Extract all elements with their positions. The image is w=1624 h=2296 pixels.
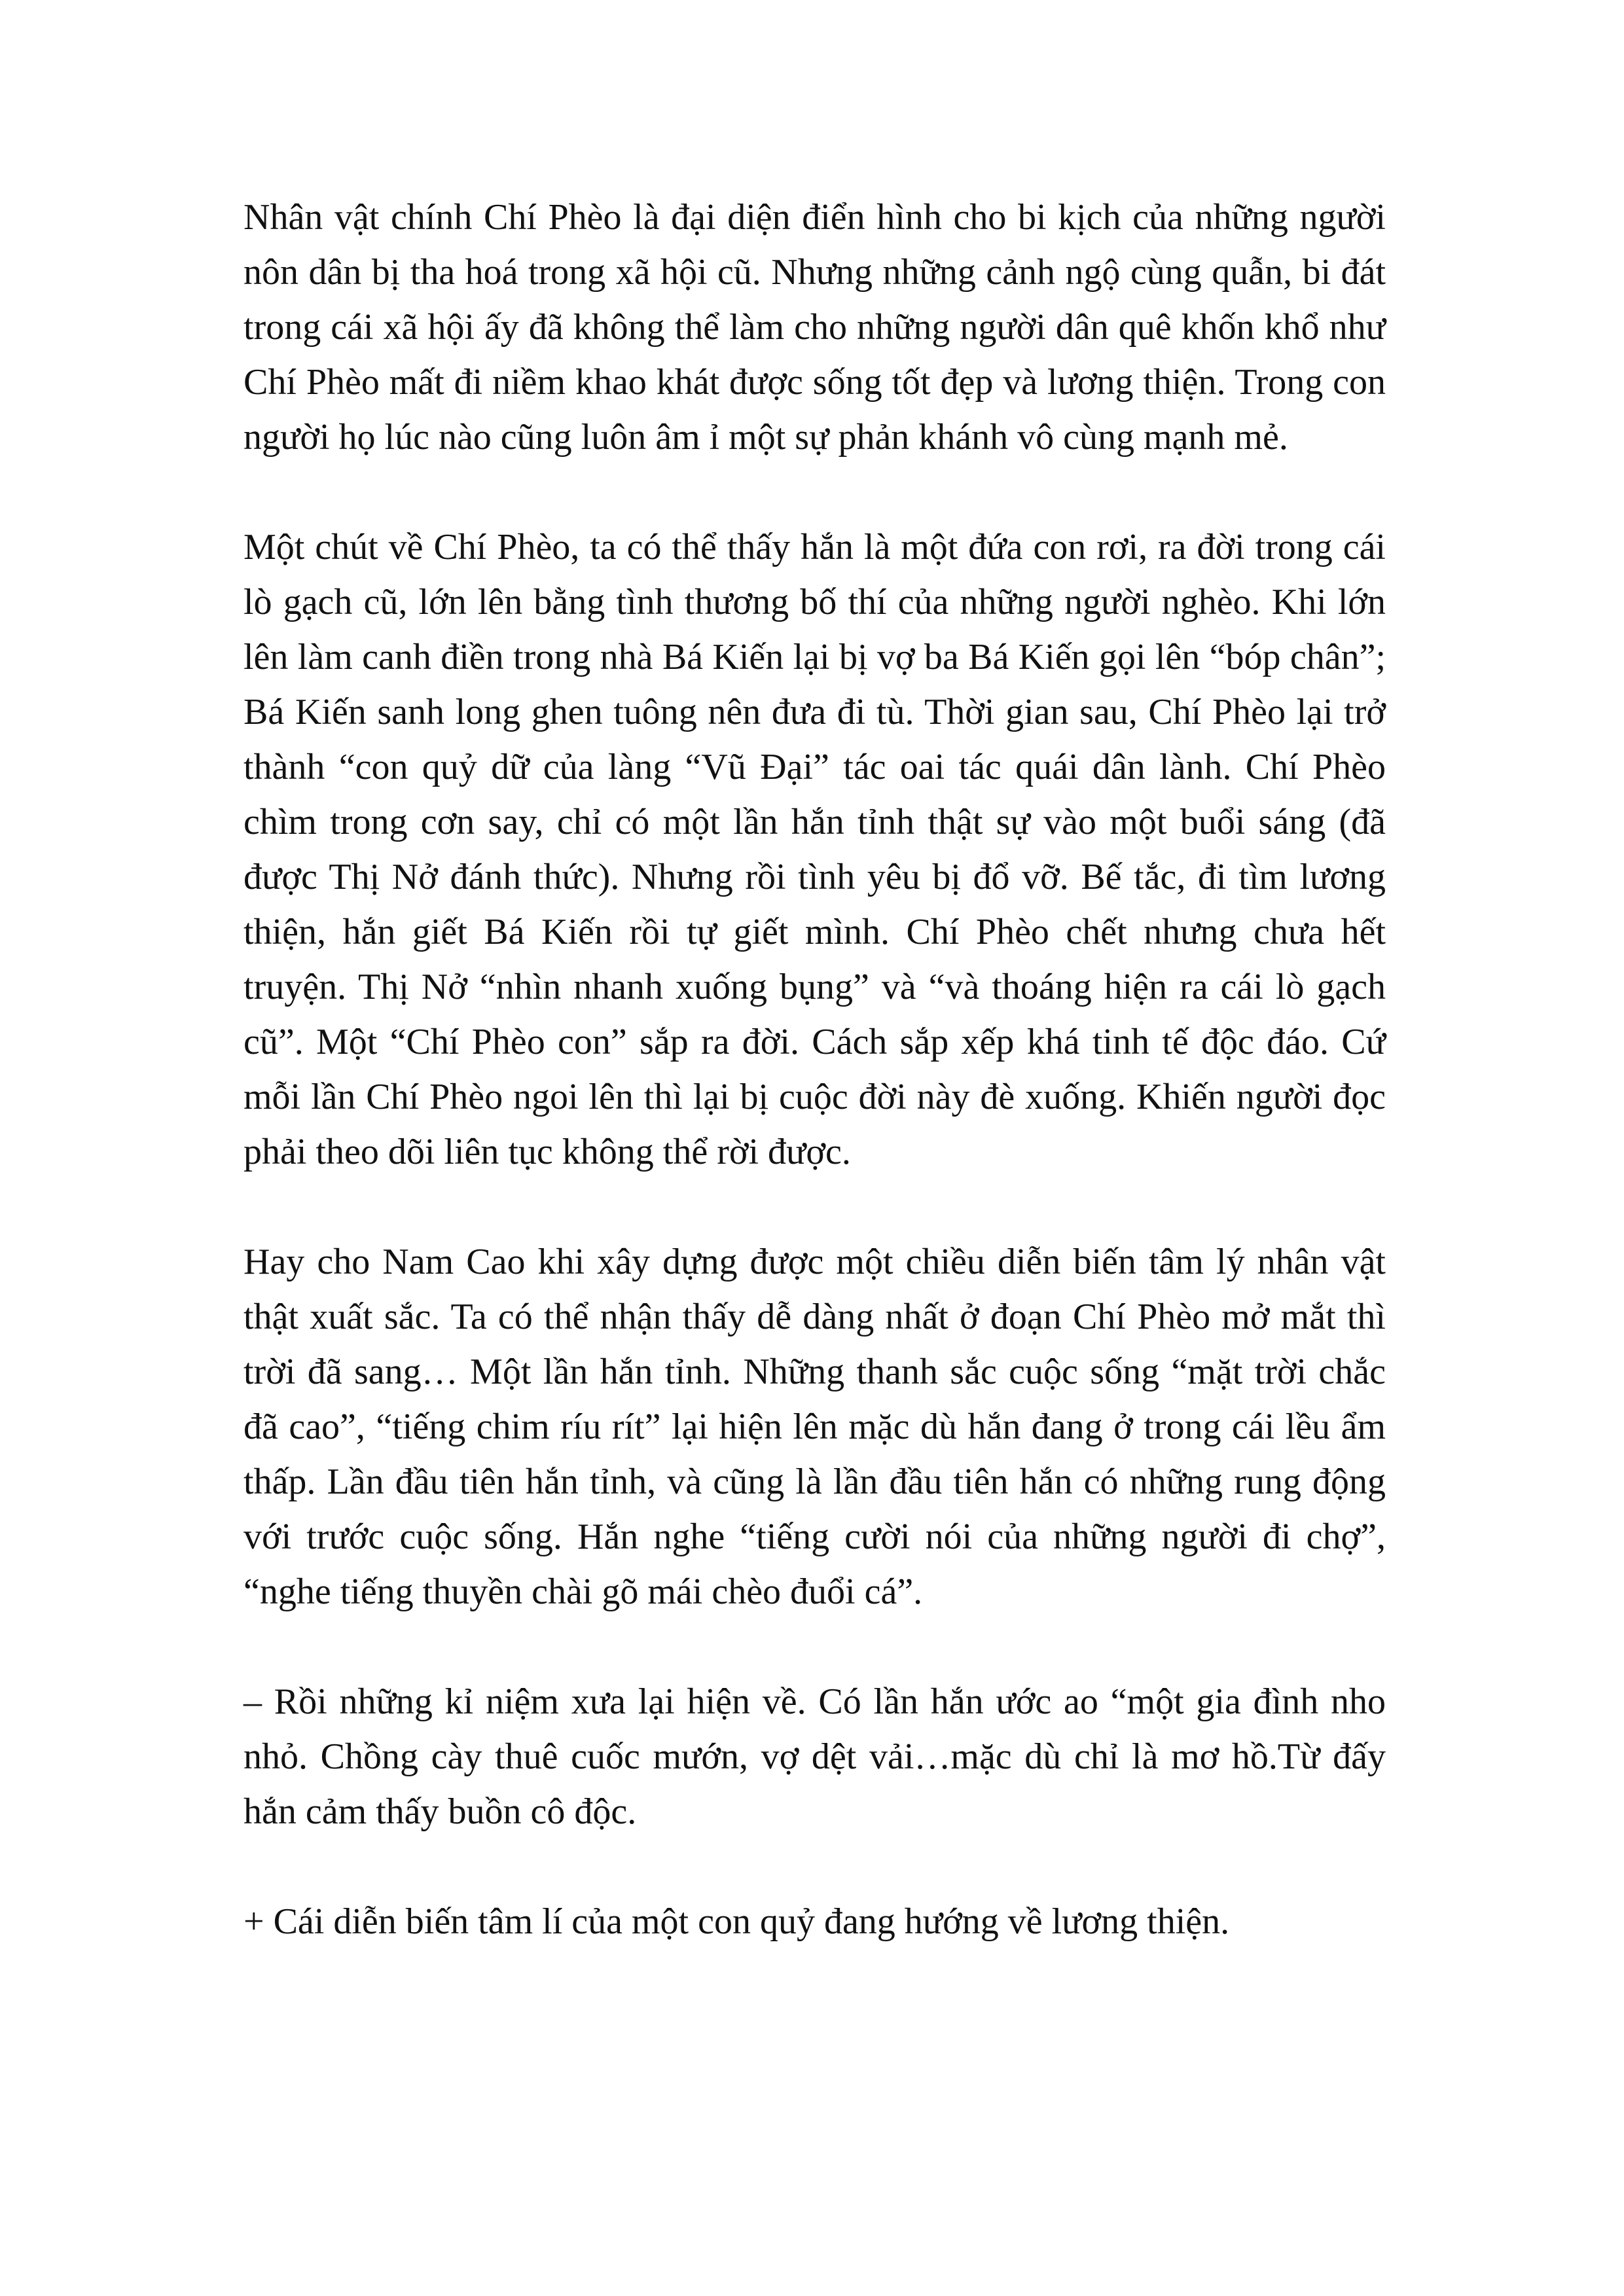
paragraph-chi-pheo-life: Một chút về Chí Phèo, ta có thể thấy hắn là một đứa con rơi, ra đời trong cái lò gạch cũ, lớn lên bằng tình thương bố thí của những người nghèo. Khi lớn lên làm canh điền trong nhà Bá Kiến lại bị vợ ba Bá Kiến gọi lên “bóp chân”; Bá Kiến sanh long ghen tuông nên đưa đi tù. Thời gian sau, Chí Phèo lại trở thành “con quỷ dữ của làng “Vũ Đại” tác oai tác quái dân lành. Chí Phèo chìm trong cơn say, chỉ có một lần hắn tỉnh thật sự vào một buổi sáng (đã được Thị Nở đánh thức). Nhưng rồi tình yêu bị đổ vỡ. Bế tắc, đi tìm lương thiện, hắn giết Bá Kiến rồi tự giết mình. Chí Phèo chết nhưng chưa hết truyện. Thị Nở “nhìn nhanh xuống bụng” và “và thoáng hiện ra cái lò gạch cũ”. Một “Chí Phèo con” sắp ra đời. Cách sắp xếp khá tinh tế độc đáo. Cứ mỗi lần Chí Phèo ngoi lên thì lại bị cuộc đời này đè xuống. Khiến người đọc phải theo dõi liên tục không thể rời được.	[244, 527, 1386, 1172]
paragraph-psychology: Hay cho Nam Cao khi xây dựng được một chiều diễn biến tâm lý nhân vật thật xuất sắc. Ta có thể nhận thấy dễ dàng nhất ở đoạn Chí Phèo mở mắt thì trời đã sang… Một lần hắn tỉnh. Những thanh sắc cuộc sống “mặt trời chắc đã cao”, “tiếng chim ríu rít” lại hiện lên mặc dù hắn đang ở trong cái lều ẩm thấp. Lần đầu tiên hắn tỉnh, và cũng là lần đầu tiên hắn có những rung động với trước cuộc sống. Hắn nghe “tiếng cười nói của những người đi chợ”, “nghe tiếng thuyền chài gõ mái chèo đuổi cá”.	[244, 1242, 1386, 1612]
document-body	[244, 190, 1386, 1949]
paragraph-memories: – Rồi những kỉ niệm xưa lại hiện về. Có lần hắn ước ao “một gia đình nho nhỏ. Chồng cày thuê cuốc mướn, vợ dệt vải…mặc dù chỉ là mơ hồ.Từ đấy hắn cảm thấy buồn cô độc.	[244, 1681, 1386, 1832]
paragraph-conclusion: + Cái diễn biến tâm lí của một con quỷ đang hướng về lương thiện.	[244, 1901, 1230, 1942]
paragraph-intro: Nhân vật chính Chí Phèo là đại diện điển hình cho bi kịch của những người nôn dân bị tha hoá trong xã hội cũ. Nhưng những cảnh ngộ cùng quẫn, bi đát trong cái xã hội ấy đã không thể làm cho những người dân quê khốn khổ như Chí Phèo mất đi niềm khao khát được sống tốt đẹp và lương thiện. Trong con người họ lúc nào cũng luôn âm ỉ một sự phản khánh vô cùng mạnh mẻ.	[244, 197, 1386, 457]
